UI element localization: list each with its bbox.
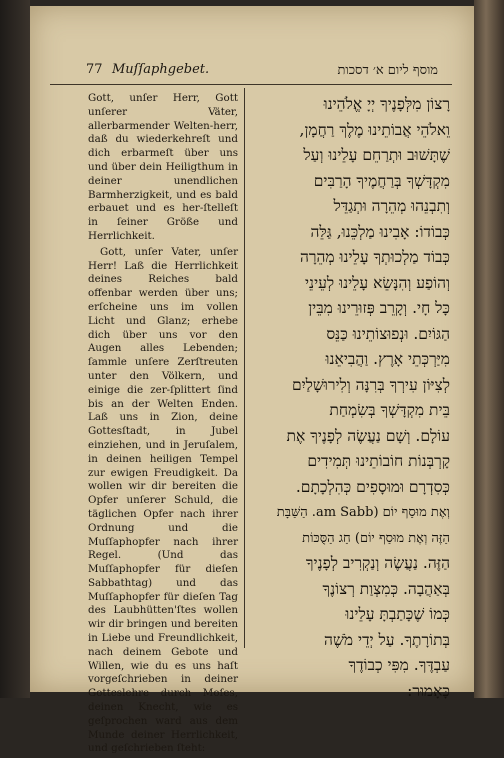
hebrew-line: כְּבוֹדוֹ: אָבִינוּ מַלְכֵּנוּ, גַּלֵּה bbox=[310, 222, 450, 241]
running-head-german: Muſſaphgebet. bbox=[112, 62, 210, 77]
hebrew-line: בֵּית מִקְדָּשְׁךָ בְּשִׂמְחַת bbox=[329, 401, 450, 419]
hebrew-line: כָּל חָי. וְקָרֵב פְּזוּרֵינוּ מִבֵּין bbox=[308, 299, 450, 317]
hebrew-line: וְתִבְנֵהוּ מְהֵרָה וּתְגַדֵּל bbox=[333, 197, 450, 215]
hebrew-line: הַזֶּה וְאֶת מוּסַף יוֹם) חַג הַסֻּכּוֹת bbox=[302, 530, 450, 546]
hebrew-line: בְּאַהֲבָה. כְּמִצְוַת רְצוֹנֶךָ bbox=[322, 579, 450, 598]
hebrew-line: שֶׁתָּשׁוּב וּתְרַחֵם עָלֵינוּ וְעַל bbox=[303, 146, 450, 164]
hebrew-line: מִקְדָּשְׁךָ בְּרַחֲמֶיךָ הָרַבִּים bbox=[313, 171, 450, 190]
hebrew-line: בְּתוֹרָתֶךָ. עַל יְדֵי מֹשֶׁה bbox=[324, 630, 450, 649]
german-paragraph: Gott, unſer Herr, Gott unſerer Väter, allerbarmender Welten-herr, daß du wiederkehreſt und dich erbarmeſt über uns und über dein Heiligthum in deiner unendlichen Barmherzigkeit, und es bald erbauet und es her-ſtelleſt in ſeiner Größe und Herrlichkeit. bbox=[88, 92, 238, 242]
book-gutter bbox=[474, 0, 504, 698]
hebrew-line: הַגּוֹיִם. וּנְפוּצוֹתֵינוּ כַּנֵּס bbox=[326, 324, 450, 343]
page-number: 77 bbox=[86, 62, 103, 77]
hebrew-line: וְהוֹפַע וְהִנָּשֵׂא עָלֵינוּ לְעֵינֵי bbox=[304, 273, 450, 292]
book-edge-left bbox=[0, 0, 30, 698]
hebrew-line: כְּסִדְרָם וּמוּסָפִים כְּהִלְכָתָם. bbox=[295, 477, 450, 496]
hebrew-line: כָּאָמוּר: bbox=[407, 681, 450, 700]
running-head-hebrew: מוסף ליום א׳ דסכות bbox=[337, 63, 438, 78]
german-column bbox=[88, 92, 238, 758]
hebrew-line: וְאֶת מוּסַף יוֹם (am Sabb. הַשַּׁבָּת bbox=[276, 505, 450, 520]
hebrew-line: מִיַּרְכְּתֵי אָרֶץ. וַהֲבִיאֵנוּ bbox=[325, 350, 450, 368]
hebrew-line: כְּמוֹ שֶׁכָּתַבְתָּ עָלֵינוּ bbox=[345, 605, 450, 623]
hebrew-line: כְּבוֹד מַלְכוּתְךָ עָלֵינוּ מְהֵרָה bbox=[299, 248, 450, 266]
hebrew-line: לְצִיּוֹן עִירְךָ בְּרִנָּה וְלִירוּשָׁלַיִם bbox=[291, 375, 450, 394]
german-paragraph: Gott, unſer Vater, unſer Herr! Laß die Herrlichkeit deines Reiches bald offenbar werden über uns; erſcheine uns im vollen Licht und Glanz; erhebe dich über uns vor den Augen alles Lebenden; ſammle unſere Zerſtreuten unter den Völkern, und einige die zer-ſplittert ſind bis an der Welten Enden. Laß uns in Zion, deine Gottesſtadt, in Jubel einziehen, und in Jeruſalem, in deinen heiligen Tempel zur ewigen Freudigkeit. Da wollen wir dir bereiten die Opfer unſerer Schuld, die täglichen Opfer nach ihrer Ordnung und die Muſſaphopfer nach ihrer Regel. (Und das Muſſaphopfer für dieſen Sabbathtag) und das Muſſaphopfer für dieſen Tag des Laubhütten'ſtes wollen wir dir bringen und bereiten in Liebe und Freundlichkeit, nach deinem Gebote und Willen, wie du es uns haſt vorgeſchrieben in deiner Gotteslehre durch Moſes, deinen Knecht, wie es geſprochen ward aus dem Munde deiner Herrlichkeit, und geſchrieben ſteht: bbox=[88, 245, 238, 755]
hebrew-line: קָרְבְּנוֹת חוֹבוֹתֵינוּ תְּמִידִים bbox=[307, 452, 450, 470]
hebrew-line: וֵאלֹהֵי אֲבוֹתֵינוּ מֶלֶךְ רַחֲמָן, bbox=[299, 120, 450, 139]
hebrew-line: הַזֶּה. נַעֲשֶׂה וְנַקְרִיב לְפָנֶיךָ bbox=[305, 554, 450, 572]
hebrew-column bbox=[250, 92, 450, 704]
header-rule bbox=[50, 84, 452, 85]
hebrew-line: עַבְדֶּךָ. מִפִּי כְבוֹדֶךָ bbox=[348, 656, 450, 674]
hebrew-line: רָצוֹן מִלְּפָנֶיךָ יְיָ אֱלֹהֵינוּ bbox=[323, 95, 450, 113]
hebrew-line: עוֹלָם. וְשָׁם נַעֲשֶׂה לְפָנֶיךָ אֶת bbox=[286, 426, 450, 445]
column-divider bbox=[244, 88, 245, 648]
